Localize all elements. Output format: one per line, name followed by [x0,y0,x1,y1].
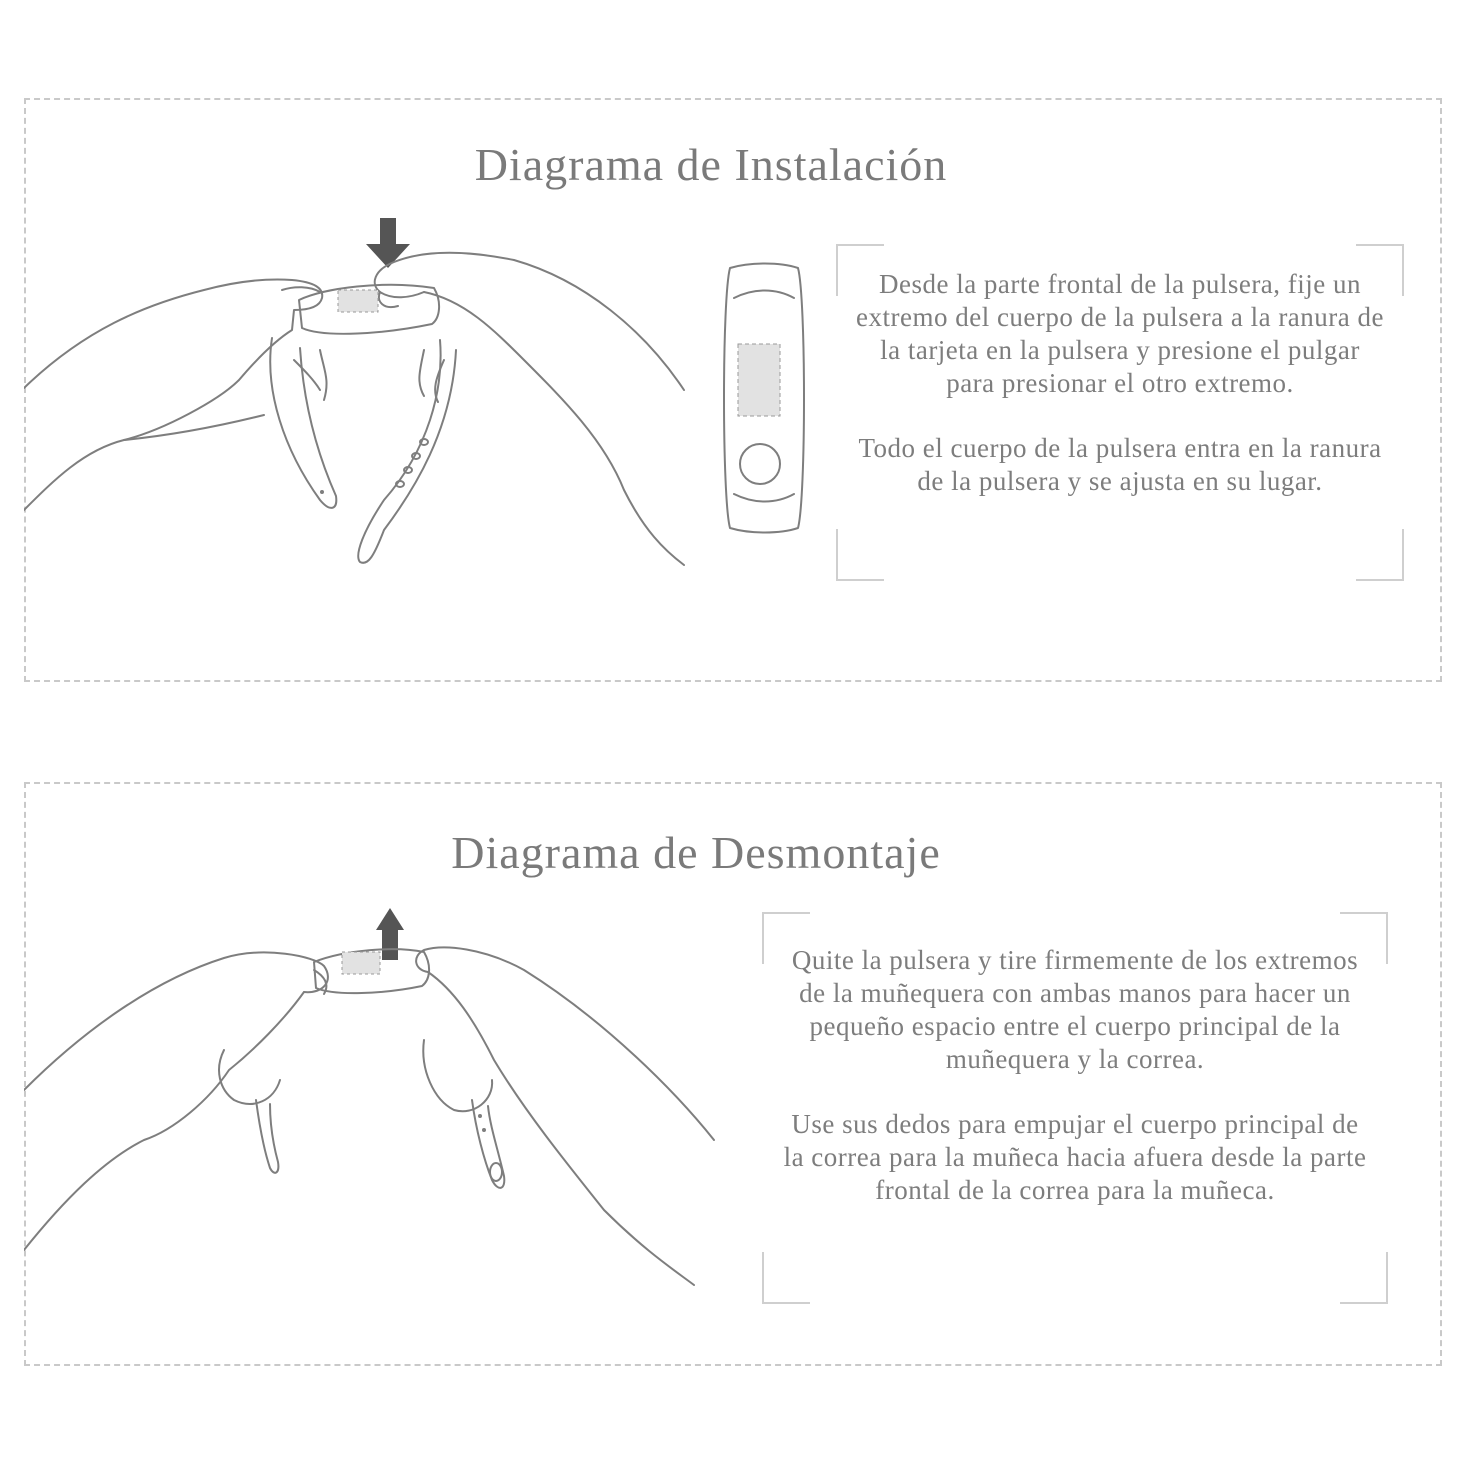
removal-step-2: Use sus dedos para empujar el cuerpo principal de la correa para la muñeca hacia afuera desde la parte frontal de la correa para la muñeca. [783,1109,1367,1205]
removal-title: Diagrama de Desmontaje [451,827,941,878]
installation-step-2: Todo el cuerpo de la pulsera entra en la ranura de la pulsera y se ajusta en su lugar. [858,433,1382,496]
installation-step-1: Desde la parte frontal de la pulsera, fije un extremo del cuerpo de la pulsera a la ranura de la tarjeta en la pulsera y presione el pulgar para presionar el otro extremo. [856,269,1384,398]
frame-corner [1340,1252,1388,1304]
removal-instructions [762,912,1388,1304]
frame-corner [1356,244,1404,296]
frame-corner [836,244,884,296]
removal-step-1: Quite la pulsera y tire firmemente de los extremos de la muñequera con ambas manos para hacer un pequeño espacio entre el cuerpo principal de la muñequera y la correa. [791,945,1359,1074]
frame-corner [762,1252,810,1304]
frame-corner [1340,912,1388,964]
installation-title: Diagrama de Instalación [474,139,948,190]
installation-instructions [836,244,1404,581]
band-front-view-illustration [710,258,820,538]
frame-corner [836,529,884,581]
frame-corner [1356,529,1404,581]
frame-corner [762,912,810,964]
removal-hands-illustration [24,900,724,1290]
press-down-arrow-icon [366,218,410,268]
installation-hands-illustration [24,210,704,590]
